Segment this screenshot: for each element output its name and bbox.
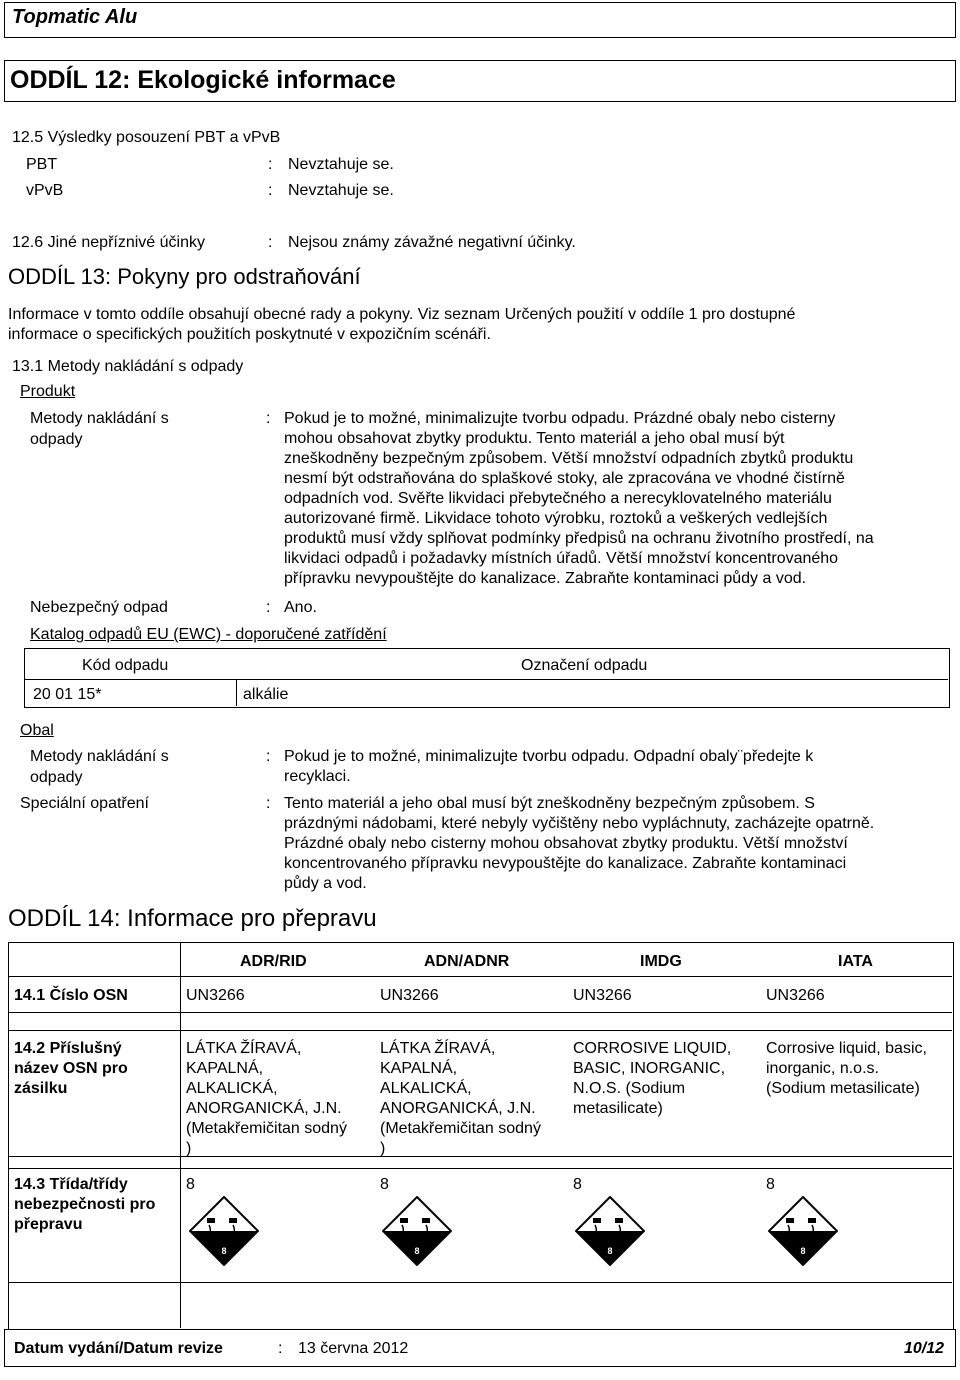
metody-label-line-2: odpady xyxy=(30,431,83,448)
shipping-name-iata xyxy=(766,1039,927,1099)
shipping-name-imdg xyxy=(573,1039,731,1119)
un-number-iata: UN3266 xyxy=(766,987,825,1004)
metody-text xyxy=(284,409,944,589)
waste-col-designation: Označení odpadu xyxy=(521,657,648,674)
section-14-title: ODDÍL 14: Informace pro přepravu xyxy=(8,905,377,932)
class-adn: 8 xyxy=(380,1176,389,1193)
waste-code-value: 20 01 15* xyxy=(33,686,102,703)
waste-col-code: Kód odpadu xyxy=(82,657,169,674)
waste-designation-value: alkálie xyxy=(243,686,289,703)
text-line: produktů musí vždy splňovat podmínky předpisů na ochranu životního prostředí, na xyxy=(284,530,874,547)
footer-date-label: Datum vydání/Datum revize xyxy=(14,1340,223,1357)
corrosive-hazard-icon xyxy=(575,1196,645,1266)
footer-colon: : xyxy=(278,1340,283,1357)
pbt-label: PBT xyxy=(26,156,58,173)
col-iata: IATA xyxy=(838,953,873,970)
text-line: ALKALICKÁ, xyxy=(380,1080,472,1097)
nebezpecny-odpad-value: Ano. xyxy=(284,599,317,616)
obal-metody-label-line-2: odpady xyxy=(30,769,83,786)
text-line: Corrosive liquid, basic, xyxy=(766,1040,927,1057)
text-line: metasilicate) xyxy=(573,1100,663,1117)
col-adr-rid: ADR/RID xyxy=(240,953,307,970)
section-13-intro-line-2: informace o specifických použitích poskytnuté v expozičním scénáři. xyxy=(8,326,491,343)
metody-label-line-1: Metody nakládání s xyxy=(30,410,169,427)
text-line: ) xyxy=(186,1140,192,1157)
vpvb-value: Nevztahuje se. xyxy=(288,182,394,199)
obal-label: Obal xyxy=(20,722,54,739)
un-number-imdg: UN3266 xyxy=(573,987,632,1004)
text-line: ) xyxy=(380,1140,386,1157)
text-line: LÁTKA ŽÍRAVÁ, xyxy=(380,1040,496,1057)
text-line: 14.3 Třída/třídy xyxy=(14,1176,128,1193)
row-14-3-label xyxy=(14,1175,155,1235)
subsection-12-5: 12.5 Výsledky posouzení PBT a vPvB xyxy=(12,129,281,146)
text-line: (Sodium metasilicate) xyxy=(766,1080,920,1097)
text-line: ANORGANICKÁ, J.N. xyxy=(380,1100,536,1117)
row-14-1-label: 14.1 Číslo OSN xyxy=(14,987,128,1004)
colon: : xyxy=(266,795,271,812)
section-13-intro-line-1: Informace v tomto oddíle obsahují obecné rady a pokyny. Viz seznam Určených použití v oddíle 1 pro dostupné xyxy=(8,306,796,323)
page-number: 10/12 xyxy=(904,1340,945,1357)
specialni-opatreni-text xyxy=(284,794,944,894)
table-line xyxy=(8,1168,952,1169)
text-line: zneškodněny bezpečným způsobem. Větší množství odpadních zbytků produktu xyxy=(284,450,854,467)
text-line: ALKALICKÁ, xyxy=(186,1080,278,1097)
un-number-adn: UN3266 xyxy=(380,987,439,1004)
svg-text:8: 8 xyxy=(800,1246,806,1256)
nebezpecny-odpad-label: Nebezpečný odpad xyxy=(30,599,168,616)
text-line: CORROSIVE LIQUID, xyxy=(573,1040,732,1057)
text-line: Pokud je to možné, minimalizujte tvorbu odpadu. Odpadní obaly¨předejte k xyxy=(284,748,814,765)
text-line: prázdnými nádobami, které nebyly vyčištěny nebo vypláchnuty, zacházejte opatrně. xyxy=(284,815,875,832)
text-line: mohou obsahovat zbytky produktu. Tento materiál a jeho obal musí být xyxy=(284,430,785,447)
shipping-name-adr xyxy=(186,1039,347,1159)
text-line: likvidaci odpadů i požadavky místních úřadů. Větší množství koncentrovaného xyxy=(284,550,839,567)
class-iata: 8 xyxy=(766,1176,775,1193)
colon: : xyxy=(268,182,273,199)
text-line: inorganic, n.o.s. xyxy=(766,1060,879,1077)
class-imdg: 8 xyxy=(573,1176,582,1193)
footer-date: 13 června 2012 xyxy=(298,1340,409,1357)
katalog-label: Katalog odpadů EU (EWC) - doporučené zatřídění xyxy=(30,626,387,643)
section-12-title: ODDÍL 12: Ekologické informace xyxy=(10,66,396,94)
waste-table-divider xyxy=(236,679,237,706)
text-line: nebezpečnosti pro xyxy=(14,1196,156,1213)
table-line xyxy=(8,1282,952,1283)
text-line: přípravku nevypouštějte do kanalizace. Zabraňte kontaminaci půdy a vod. xyxy=(284,570,807,587)
obal-metody-text xyxy=(284,747,944,787)
corrosive-hazard-icon xyxy=(382,1196,452,1266)
text-line: Tento materiál a jeho obal musí být zneškodněny bezpečným způsobem. S xyxy=(284,795,815,812)
vpvb-label: vPvB xyxy=(26,182,64,199)
text-line: LÁTKA ŽÍRAVÁ, xyxy=(186,1040,302,1057)
text-line: ANORGANICKÁ, J.N. xyxy=(186,1100,342,1117)
colon: : xyxy=(268,234,273,251)
text-line: zásilku xyxy=(14,1080,68,1097)
text-line: odpadních vod. Svěřte likvidaci přebytečného a nerecyklovatelného materiálu xyxy=(284,490,832,507)
colon: : xyxy=(266,599,271,616)
produkt-label: Produkt xyxy=(20,383,76,400)
subsection-12-6: 12.6 Jiné nepříznivé účinky xyxy=(12,234,205,251)
corrosive-hazard-icon xyxy=(768,1196,838,1266)
colon: : xyxy=(268,156,273,173)
un-number-adr: UN3266 xyxy=(186,987,245,1004)
text-line: recyklaci. xyxy=(284,768,351,785)
svg-text:8: 8 xyxy=(607,1246,613,1256)
text-line: nesmí být odstraňována do splaškové stoky, ale zpracována ve vhodné čistírně xyxy=(284,470,845,487)
specialni-opatreni-label: Speciální opatření xyxy=(20,795,149,812)
colon: : xyxy=(266,748,271,765)
text-line: (Metakřemičitan sodný xyxy=(186,1120,347,1137)
subsection-13-1: 13.1 Metody nakládání s odpady xyxy=(12,358,244,375)
text-line: KAPALNÁ, xyxy=(380,1060,458,1077)
product-title: Topmatic Alu xyxy=(12,6,138,28)
text-line: přepravu xyxy=(14,1216,83,1233)
text-line: KAPALNÁ, xyxy=(186,1060,264,1077)
subsection-12-6-value: Nejsou známy závažné negativní účinky. xyxy=(288,234,576,251)
col-adn-adnr: ADN/ADNR xyxy=(424,953,510,970)
text-line: koncentrovaného přípravku nevypouštějte do kanalizace. Zabraňte kontaminaci xyxy=(284,855,847,872)
table-line xyxy=(8,976,952,977)
text-line: název OSN pro xyxy=(14,1060,128,1077)
row-14-2-label xyxy=(14,1039,128,1099)
text-line: BASIC, INORGANIC, xyxy=(573,1060,726,1077)
table-line xyxy=(8,1030,952,1031)
obal-metody-label-line-1: Metody nakládání s xyxy=(30,748,169,765)
corrosive-hazard-icon xyxy=(189,1196,259,1266)
colon: : xyxy=(266,410,271,427)
svg-text:8: 8 xyxy=(414,1246,420,1256)
text-line: Prázdné obaly nebo cisterny mohou obsahovat zbytky produktu. Větší množství xyxy=(284,835,848,852)
document-header xyxy=(4,2,956,38)
col-imdg: IMDG xyxy=(640,953,682,970)
svg-text:8: 8 xyxy=(221,1246,227,1256)
text-line: (Metakřemičitan sodný xyxy=(380,1120,541,1137)
text-line: 14.2 Příslušný xyxy=(14,1040,122,1057)
text-line: Pokud je to možné, minimalizujte tvorbu odpadu. Prázdné obaly nebo cisterny xyxy=(284,410,836,427)
table-line xyxy=(8,1012,952,1013)
table-line xyxy=(180,942,181,1328)
section-13-title: ODDÍL 13: Pokyny pro odstraňování xyxy=(8,264,361,289)
text-line: autorizované firmě. Likvidace tohoto výrobku, roztoků a veškerých vedlejších xyxy=(284,510,828,527)
pbt-value: Nevztahuje se. xyxy=(288,156,394,173)
text-line: půdy a vod. xyxy=(284,875,367,892)
class-adr: 8 xyxy=(186,1176,195,1193)
text-line: N.O.S. (Sodium xyxy=(573,1080,686,1097)
shipping-name-adn xyxy=(380,1039,541,1159)
